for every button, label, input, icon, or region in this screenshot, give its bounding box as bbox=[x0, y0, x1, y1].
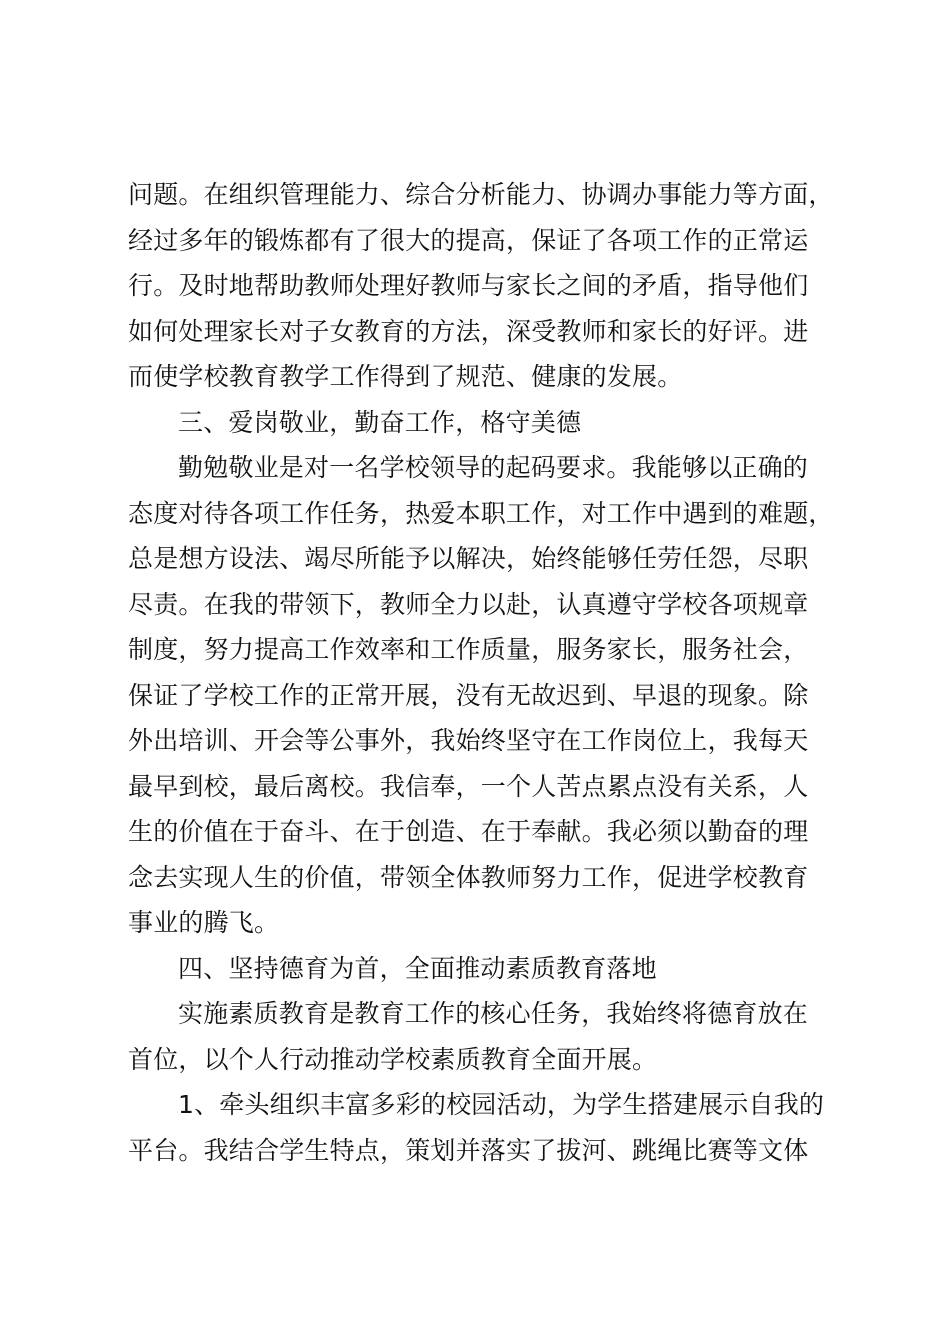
text-line: 首位，以个人行动推动学校素质教育全面开展。 bbox=[128, 1045, 658, 1074]
text-line: 尽责。在我的带领下，教师全力以赴，认真遵守学校各项规章 bbox=[128, 590, 809, 619]
text-line: 平台。我结合学生特点，策划并落实了拔河、跳绳比赛等文体 bbox=[128, 1136, 809, 1165]
text-line: 经过多年的锻炼都有了很大的提高，保证了各项工作的正常运 bbox=[128, 226, 809, 255]
text-line: 态度对待各项工作任务，热爱本职工作，对工作中遇到的难题， bbox=[128, 499, 834, 528]
text-line: 而使学校教育教学工作得到了规范、健康的发展。 bbox=[128, 362, 683, 391]
text-line: 1、牵头组织丰富多彩的校园活动，为学生搭建展示自我的 bbox=[178, 1090, 825, 1119]
text-line: 行。及时地帮助教师处理好教师与家长之间的矛盾，指导他们 bbox=[128, 271, 809, 300]
section-heading: 四、坚持德育为首，全面推动素质教育落地 bbox=[178, 954, 657, 983]
text-line: 问题。在组织管理能力、综合分析能力、协调办事能力等方面， bbox=[128, 180, 834, 209]
text-line: 实施素质教育是教育工作的核心任务，我始终将德育放在 bbox=[178, 999, 809, 1028]
text-line: 总是想方设法、竭尽所能予以解决，始终能够任劳任怨，尽职 bbox=[128, 544, 809, 573]
text-line: 生的价值在于奋斗、在于创造、在于奉献。我必须以勤奋的理 bbox=[128, 817, 809, 846]
section-heading: 三、爱岗敬业，勤奋工作，格守美德 bbox=[178, 408, 582, 437]
text-line: 如何处理家长对子女教育的方法，深受教师和家长的好评。进 bbox=[128, 317, 809, 346]
text-line: 外出培训、开会等公事外，我始终坚守在工作岗位上，我每天 bbox=[128, 726, 809, 755]
text-line: 制度，努力提高工作效率和工作质量，服务家长，服务社会， bbox=[128, 635, 809, 664]
text-line: 最早到校，最后离校。我信奉，一个人苦点累点没有关系，人 bbox=[128, 772, 809, 801]
text-line: 念去实现人生的价值，带领全体教师努力工作，促进学校教育 bbox=[128, 863, 809, 892]
text-line: 勤勉敬业是对一名学校领导的起码要求。我能够以正确的 bbox=[178, 453, 809, 482]
text-line: 保证了学校工作的正常开展，没有无故迟到、早退的现象。除 bbox=[128, 681, 809, 710]
text-line: 事业的腾飞。 bbox=[128, 908, 280, 937]
